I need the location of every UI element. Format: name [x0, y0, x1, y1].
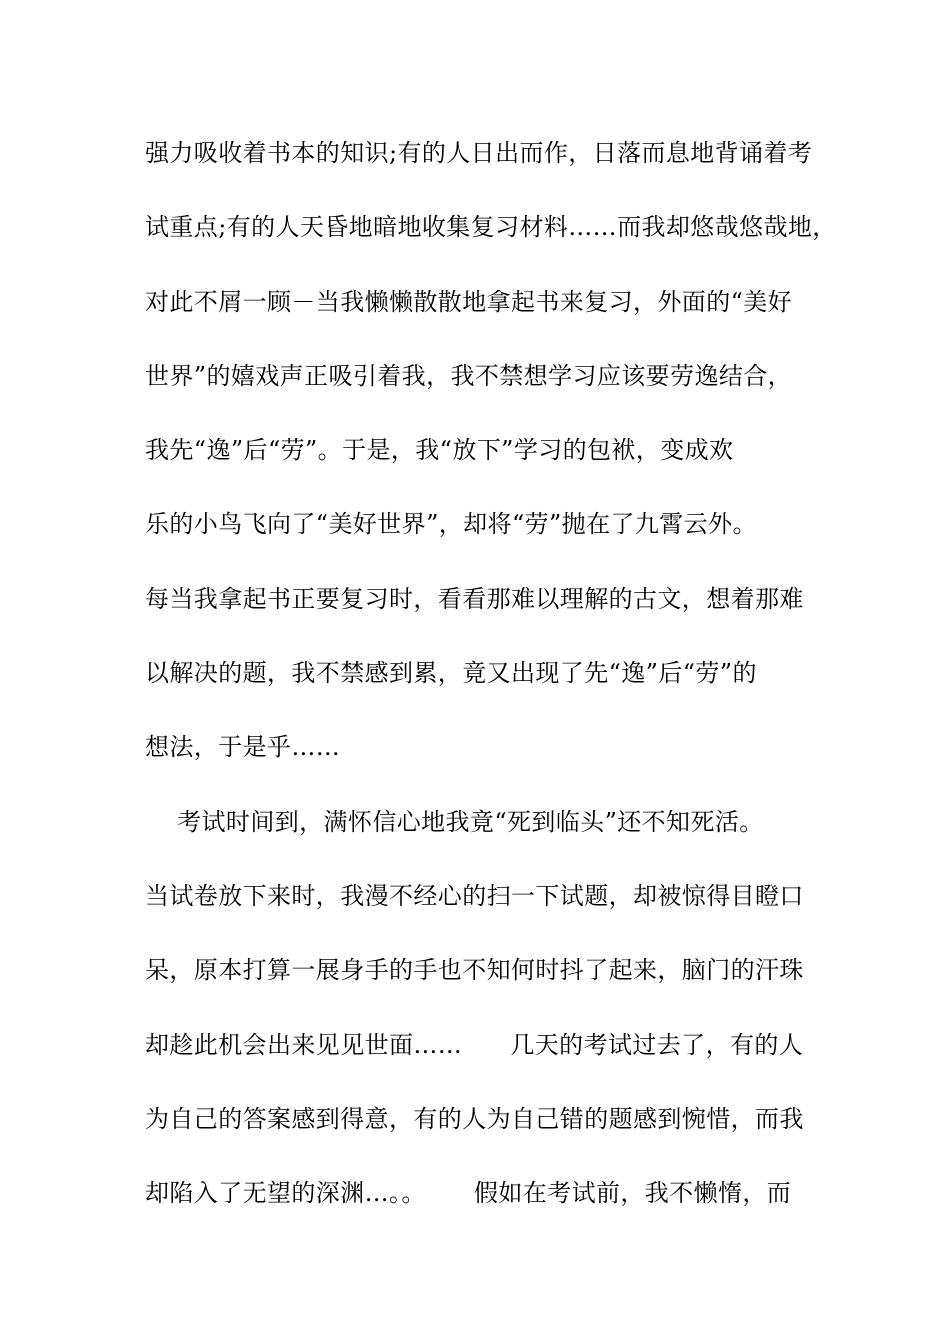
- text-line: 强力吸收着书本的知识;有的人日出而作，日落而息地背诵着考: [145, 139, 813, 167]
- text-line: 世界”的嬉戏声正吸引着我，我不禁想学习应该要劳逸结合，: [145, 361, 793, 390]
- text-line: 考试时间到，满怀信心地我竟“死到临头”还不知死活。: [145, 807, 764, 836]
- text-line: 呆，原本打算一展身手的手也不知何时抖了起来，脑门的汗珠: [145, 956, 804, 985]
- text-line: 乐的小鸟飞向了“美好世界”，却将“劳”抛在了九霄云外。: [145, 510, 757, 539]
- document-body-text: [145, 128, 837, 1242]
- text-line: 以解决的题，我不禁感到累，竟又出现了先“逸”后“劳”的: [145, 659, 757, 688]
- text-line: 我先“逸”后“劳”。于是，我“放下”学习的包袱，变成欢: [145, 436, 734, 465]
- text-line: 每当我拿起书正要复习时，看看那难以理解的古文，想着那难: [145, 584, 804, 613]
- text-line: 为自己的答案感到得意，有的人为自己错的题感到惋惜，而我: [145, 1104, 804, 1133]
- text-line: 试重点;有的人天昏地暗地收集复习材料……而我却悠哉悠哉地，: [145, 213, 837, 242]
- text-line: 却陷入了无望的深渊…。。 假如在考试前，我不懒惰，而: [145, 1179, 792, 1208]
- text-line: 对此不屑一顾－当我懒懒散散地拿起书来复习，外面的“美好: [145, 287, 793, 316]
- text-line: 想法，于是乎……: [145, 733, 341, 762]
- text-line: 却趁此机会出来见见世面…… 几天的考试过去了，有的人: [145, 1030, 804, 1059]
- text-line: 当试卷放下来时，我漫不经心的扫一下试题，却被惊得目瞪口: [145, 881, 804, 910]
